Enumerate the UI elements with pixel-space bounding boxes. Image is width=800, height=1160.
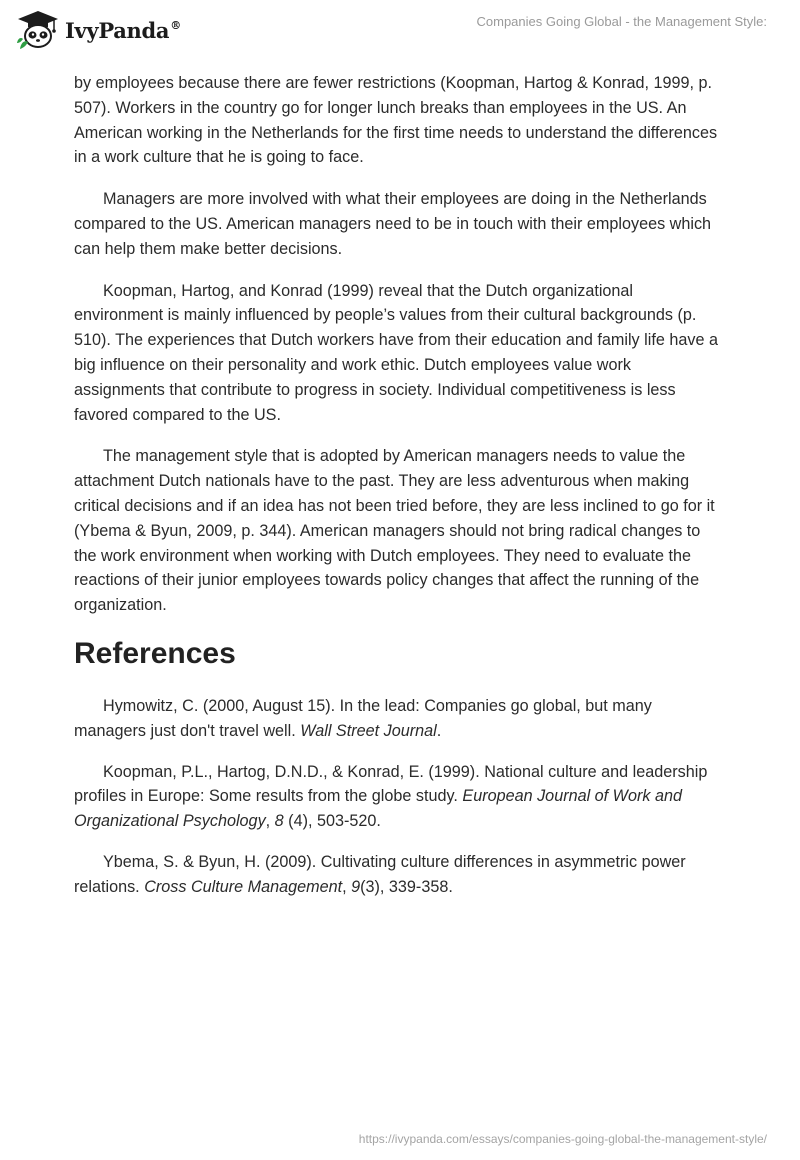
reference-text: Hymowitz, C. (2000, August 15). In the lead: Companies go global, but many managers just don't travel well. [74, 696, 652, 740]
reference-tail: . [436, 721, 442, 740]
reference-entry [74, 694, 726, 744]
page-header [0, 0, 800, 64]
reference-text: Ybema, S. & Byun, H. (2009). Cultivating culture differences in asymmetric power relations. [74, 852, 686, 896]
reference-text: Koopman, P.L., Hartog, D.N.D., & Konrad, E. (1999). National culture and leadership profiles in Europe: Some results from the globe study. [74, 762, 708, 806]
reference-tail: (4), 503-520. [283, 812, 381, 831]
reference-separator: , [265, 812, 275, 831]
registered-mark: ® [170, 18, 181, 32]
body-paragraph: Koopman, Hartog, and Konrad (1999) reveal that the Dutch organizational environment is mainly influenced by people’s values from their cultural backgrounds (p. 510). The experiences that Dutch workers have from their education and family life have a big influence on their personality and work ethic. Dutch employees value work assignments that contribute to progress in society. Individual competitiveness is less favored compared to the US. [74, 281, 718, 424]
reference-separator: , [342, 877, 352, 896]
body-paragraph: Managers are more involved with what their employees are doing in the Netherlands compared to the US. American managers need to be in touch with their employees which can help them make better decisions. [74, 190, 712, 258]
panda-graduate-icon [16, 9, 60, 51]
reference-journal: Cross Culture Management [144, 877, 343, 896]
reference-volume: 8 [274, 812, 284, 831]
essay-content [74, 71, 726, 916]
reference-volume: 9 [351, 877, 361, 896]
logo-text: IvyPanda [65, 17, 170, 43]
ivypanda-logo[interactable] [16, 9, 181, 51]
reference-tail: (3), 339-358. [360, 877, 453, 896]
logo-wordmark [65, 18, 181, 43]
source-url[interactable]: https://ivypanda.com/essays/companies-going-global-the-management-style/ [358, 1132, 767, 1146]
document-title: Companies Going Global - the Management Style: [476, 14, 767, 29]
body-paragraph: by employees because there are fewer restrictions (Koopman, Hartog & Konrad, 1999, p. 507). Workers in the country go for longer lunch breaks than employees in the US. An American working in the Netherlands for the first time needs to understand the differences in a work culture that he is going to face. [74, 74, 718, 167]
reference-journal: Wall Street Journal [300, 721, 437, 740]
body-paragraph: The management style that is adopted by American managers needs to value the attachment Dutch nationals have to the past. They are less adventurous when making critical decisions and if an idea has not been tried before, they are less inclined to go for it (Ybema & Byun, 2009, p. 344). American managers should not bring radical changes to the work environment when working with Dutch employees. They need to evaluate the reactions of their junior employees towards policy changes that affect the running of the organization. [74, 447, 715, 615]
references-heading: References [74, 636, 236, 670]
reference-entry [74, 850, 726, 900]
reference-journal: European Journal of Work and Organizational Psychology [74, 787, 682, 831]
reference-entry [74, 760, 726, 834]
